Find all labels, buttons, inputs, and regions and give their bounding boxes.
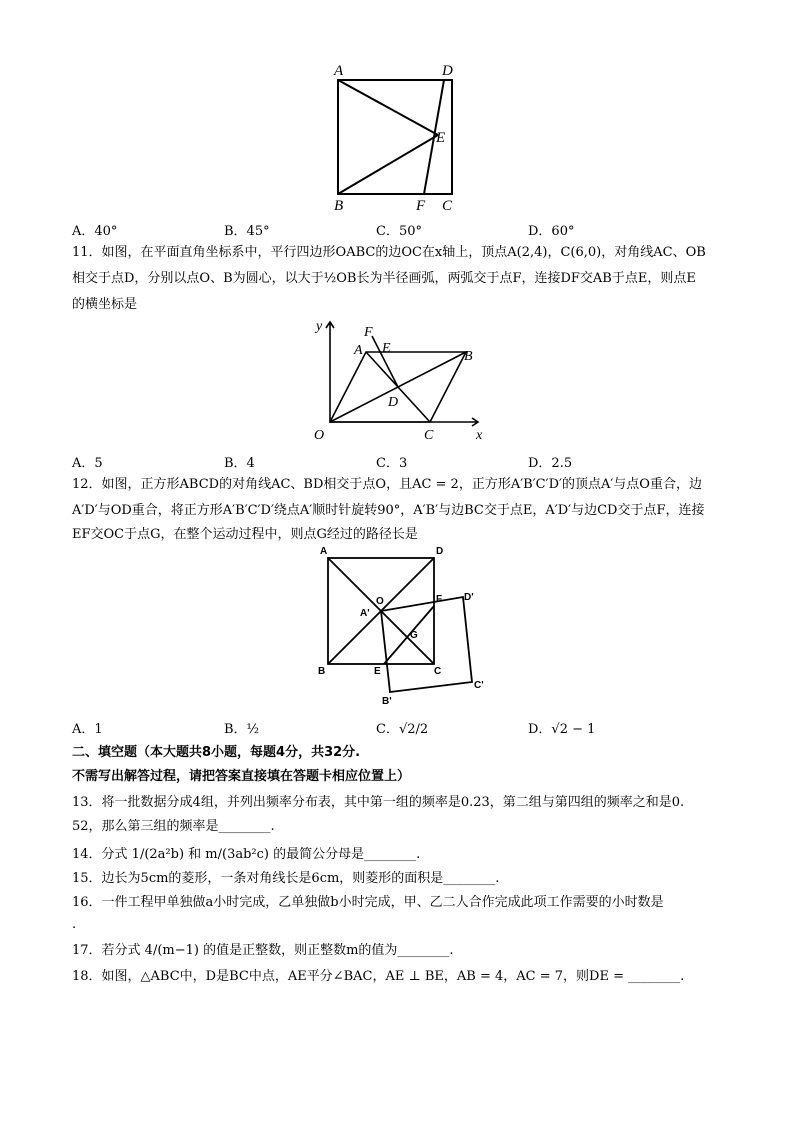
q12-option-b: B．½: [224, 722, 260, 737]
q10-option-c: C．50°: [376, 224, 422, 239]
fig12-label-B-prime: B': [382, 696, 392, 707]
fig10-label-E: E: [436, 130, 446, 146]
fig10-label-A: A: [334, 63, 344, 79]
q13-line-2: 52，那么第三组的频率是________.: [72, 819, 275, 834]
q11-option-c: C．3: [376, 456, 408, 471]
section-subtitle: 不需写出解答过程，请把答案直接填在答题卡相应位置上）: [72, 769, 411, 784]
fig12-label-E: E: [374, 666, 381, 677]
fig12-label-C-prime: C': [474, 680, 484, 691]
q16-line-1: 16．一件工程甲单独做a小时完成，乙单独做b小时完成，甲、乙二人合作完成此项工作需要的小时数是: [72, 895, 664, 910]
fig11-label-C: C: [424, 428, 434, 443]
figure-q10: [320, 58, 470, 214]
fig12-label-C: C: [434, 666, 442, 677]
fig12-label-G: G: [410, 630, 418, 641]
q12-line-3: EF交OC于点G，在整个运动过程中，则点G经过的路径长是: [72, 527, 418, 542]
fig11-label-B: B: [464, 349, 473, 364]
q10-option-a: A．40°: [72, 224, 118, 239]
fig12-label-D-prime: D': [464, 592, 474, 603]
fig11-label-D: D: [388, 395, 399, 410]
fig10-label-F: F: [416, 198, 426, 214]
q10-option-b: B．45°: [224, 224, 270, 239]
fig10-label-B: B: [334, 198, 344, 214]
fig11-label-F: F: [364, 325, 373, 340]
q12-line-2: A′D′与OD重合，将正方形A′B′C′D′绕点A′顺时针旋转90°，A′B′与边BC交于点E，A′D′与边CD交于点F，连接: [72, 503, 705, 518]
fig11-label-A: A: [354, 343, 363, 358]
q11-line-1: 11．如图，在平面直角坐标系中，平行四边形OABC的边OC在x轴上，顶点A(2,4)，C(6,0)，对角线AC、OB: [72, 245, 706, 260]
q12-option-d: D．√2 − 1: [528, 722, 596, 737]
q11-line-2: 相交于点D，分别以点O、B为圆心，以大于½OB长为半径画弧，两弧交于点F，连接DF交AB于点E，则点E: [72, 271, 696, 286]
fig12-label-A: A: [320, 546, 328, 557]
q15-text: 15．边长为5cm的菱形，一条对角线长是6cm，则菱形的面积是________.: [72, 871, 500, 886]
fig12-label-O: O: [376, 596, 384, 607]
q11-option-d: D．2.5: [528, 456, 573, 471]
q11-option-a: A．5: [72, 456, 103, 471]
figure-q12: [310, 542, 498, 708]
fig12-label-F: F: [436, 594, 443, 605]
fig11-label-O: O: [314, 428, 325, 443]
fig11-label-E: E: [382, 341, 391, 356]
fig11-label-y: y: [316, 319, 323, 334]
fig10-label-D: D: [442, 63, 453, 79]
fig12-label-A-prime: A': [360, 608, 370, 619]
figure-q11: [306, 314, 490, 446]
fig12-label-D: D: [436, 546, 444, 557]
q14-text: 14．分式 1/(2a²b) 和 m/(3ab²c) 的最简公分母是________.: [72, 847, 421, 862]
q18-text: 18．如图，△ABC中，D是BC中点，AE平分∠BAC，AE ⊥ BE，AB = 4，AC = 7，则DE = ________.: [72, 969, 685, 984]
fig12-label-B: B: [318, 666, 326, 677]
fig11-label-x: x: [476, 428, 483, 443]
q12-line-1: 12．如图，正方形ABCD的对角线AC、BD相交于点O，且AC = 2，正方形A′B′C′D′的顶点A′与点O重合，边: [72, 477, 702, 492]
fig10-label-C: C: [442, 198, 453, 214]
q13-line-1: 13．将一批数据分成4组，并列出频率分布表，其中第一组的频率是0.23，第二组与第四组的频率之和是0.: [72, 795, 685, 810]
q12-option-c: C．√2/2: [376, 722, 429, 737]
section-title: 二、填空题（本大题共8小题，每题4分，共32分.: [72, 745, 361, 760]
q10-option-d: D．60°: [528, 224, 575, 239]
q16-line-2: .: [72, 917, 77, 932]
q17-text: 17．若分式 4/(m−1) 的值是正整数，则正整数m的值为________.: [72, 943, 454, 958]
q11-line-3: 的横坐标是: [72, 297, 138, 312]
q11-option-b: B．4: [224, 456, 255, 471]
q12-option-a: A．1: [72, 722, 103, 737]
